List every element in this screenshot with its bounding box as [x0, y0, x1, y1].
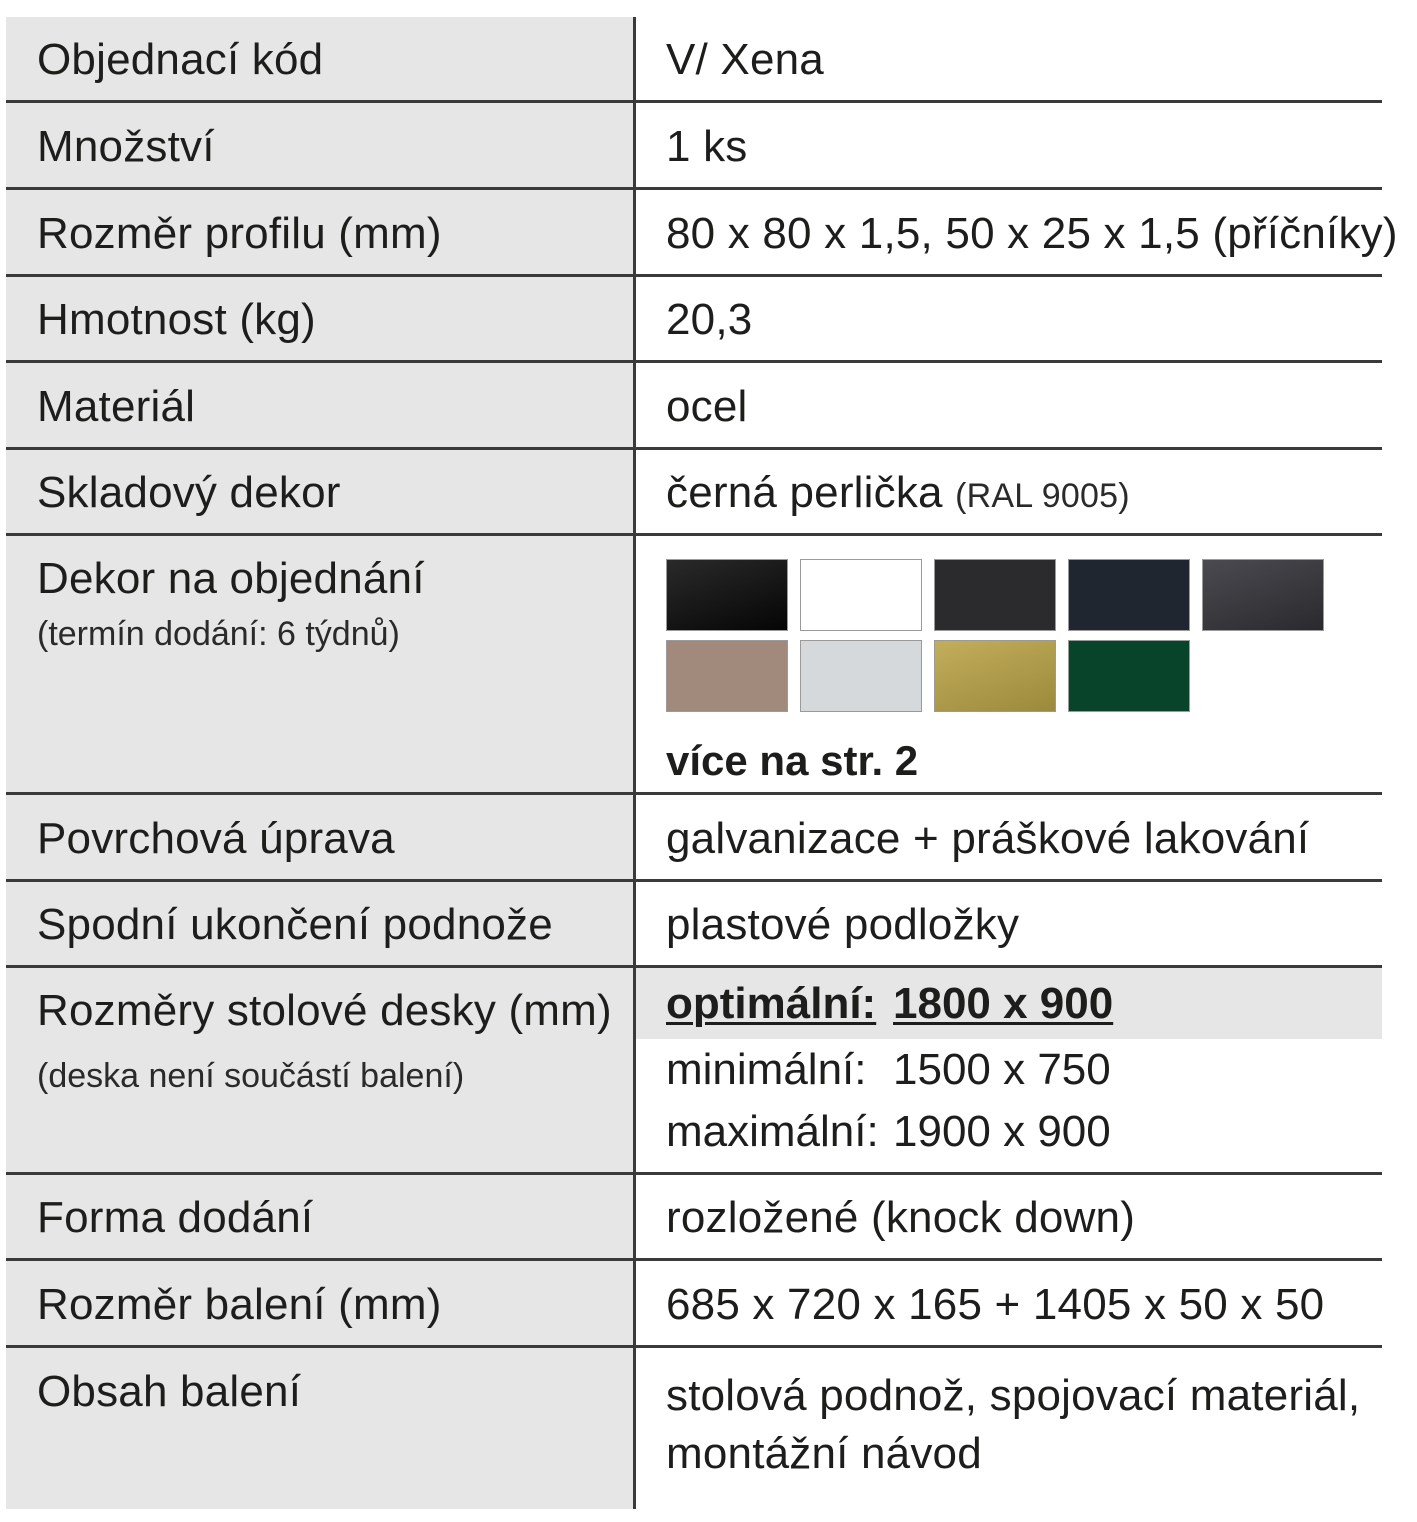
row-value: rozložené (knock down) — [666, 1193, 1136, 1242]
row-label: Rozměr profilu (mm) — [37, 209, 442, 258]
row-sublabel: (deska není součástí balení) — [37, 1057, 465, 1095]
row-label: Rozměry stolové desky (mm) — [37, 986, 612, 1035]
board-size-optimal — [636, 968, 1382, 1039]
spec-row-order-code — [6, 17, 1382, 103]
row-label: Hmotnost (kg) — [37, 295, 316, 344]
spec-row-package-size — [6, 1261, 1382, 1348]
board-size-maximum — [666, 1101, 1382, 1163]
spec-row-surface — [6, 795, 1382, 882]
minimum-label: minimální: — [666, 1045, 867, 1094]
spec-row-board-size — [6, 968, 1382, 1175]
color-swatch — [800, 559, 922, 631]
row-label: Spodní ukončení podnože — [37, 900, 553, 949]
row-value — [666, 450, 1382, 522]
row-value: 1 ks — [666, 122, 748, 171]
row-value: 80 x 80 x 1,5, 50 x 25 x 1,5 (příčníky) — [666, 209, 1398, 258]
optimal-value: 1800 x 900 — [893, 978, 1114, 1028]
color-swatch — [934, 640, 1056, 712]
more-info-text: více na str. 2 — [666, 737, 919, 784]
minimum-value: 1500 x 750 — [893, 1045, 1111, 1094]
spec-row-material — [6, 363, 1382, 450]
maximum-label: maximální: — [666, 1107, 879, 1156]
maximum-value: 1900 x 900 — [893, 1107, 1111, 1156]
color-swatch — [1068, 640, 1190, 712]
color-swatch-grid — [666, 559, 1382, 712]
row-value: galvanizace + práškové lakování — [666, 814, 1310, 863]
row-value: plastové podložky — [666, 900, 1020, 949]
spec-row-quantity — [6, 103, 1382, 190]
stock-decor-value: černá perlička — [666, 468, 943, 517]
spec-row-stock-decor — [6, 450, 1382, 536]
color-swatch — [1202, 559, 1324, 631]
row-label: Rozměr balení (mm) — [37, 1280, 442, 1329]
row-label: Obsah balení — [37, 1367, 302, 1416]
row-value: 20,3 — [666, 295, 753, 344]
color-swatch — [934, 559, 1056, 631]
row-value: ocel — [666, 382, 748, 431]
row-value: V/ Xena — [666, 35, 824, 84]
row-value-line-2: montážní návod — [666, 1429, 982, 1478]
row-label: Forma dodání — [37, 1193, 314, 1242]
row-label: Materiál — [37, 382, 196, 431]
spec-row-foot-end — [6, 882, 1382, 968]
row-label: Množství — [37, 122, 215, 171]
spec-row-delivery-form — [6, 1175, 1382, 1261]
spec-table — [6, 17, 1398, 1509]
color-swatch — [666, 559, 788, 631]
color-swatch — [800, 640, 922, 712]
board-size-minimum — [666, 1039, 1382, 1101]
row-label: Skladový dekor — [37, 468, 341, 517]
row-label: Dekor na objednání — [37, 554, 425, 603]
spec-row-profile-size — [6, 190, 1398, 277]
spec-row-weight — [6, 277, 1382, 363]
spec-row-package-content — [6, 1348, 1382, 1509]
optimal-label: optimální: — [666, 978, 877, 1028]
row-label: Objednací kód — [37, 35, 324, 84]
spec-row-order-decor — [6, 536, 1382, 795]
row-label: Povrchová úprava — [37, 814, 395, 863]
color-swatch — [1068, 559, 1190, 631]
color-swatch — [666, 640, 788, 712]
row-sublabel: (termín dodání: 6 týdnů) — [37, 615, 400, 653]
row-value-line-1: stolová podnož, spojovací materiál, — [666, 1371, 1361, 1420]
row-value: 685 x 720 x 165 + 1405 x 50 x 50 — [666, 1280, 1325, 1329]
ral-code: (RAL 9005) — [955, 477, 1130, 515]
